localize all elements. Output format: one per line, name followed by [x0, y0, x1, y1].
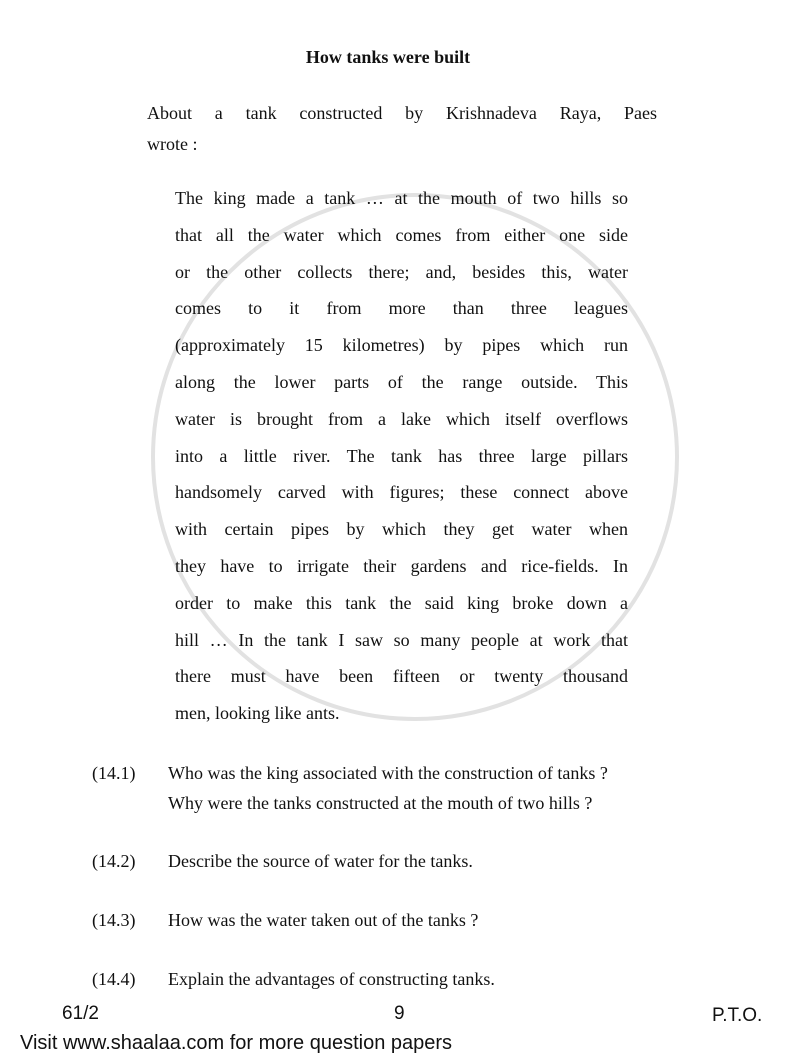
- footer-page-number: 9: [394, 1003, 405, 1024]
- question-text: Describe the source of water for the tanks.: [168, 851, 473, 871]
- passage-line: (approximately 15 kilometres) by pipes which run: [175, 335, 628, 356]
- footer-visit-link[interactable]: Visit www.shaalaa.com for more question papers: [20, 1032, 453, 1054]
- question-text: Who was the king associated with the construction of tanks ?: [168, 763, 608, 783]
- footer-code: 61/2: [62, 1003, 99, 1024]
- passage-line: The king made a tank … at the mouth of two hills so: [175, 188, 628, 208]
- intro-line: About a tank constructed by Krishnadeva Raya, Paes: [147, 103, 657, 123]
- passage-line: with certain pipes by which they get water when: [175, 519, 628, 540]
- question-number: (14.1): [92, 763, 136, 783]
- passage-line: they have to irrigate their gardens and rice-fields. In: [175, 556, 628, 576]
- passage-line: water is brought from a lake which itself overflows: [175, 408, 628, 429]
- passage-line: into a little river. The tank has three large pillars: [175, 445, 628, 466]
- section-title: How tanks were built: [305, 47, 471, 67]
- footer-pto: P.T.O.: [712, 1005, 763, 1026]
- passage-line: hill … In the tank I saw so many people at work that: [175, 629, 628, 650]
- question-text: How was the water taken out of the tanks ?: [168, 910, 479, 930]
- question-number: (14.2): [92, 851, 136, 871]
- passage-line: handsomely carved with figures; these connect above: [175, 482, 628, 503]
- passage-line: along the lower parts of the range outside. This: [175, 372, 628, 392]
- passage-line: order to make this tank the said king broke down a: [175, 592, 628, 613]
- passage-line: that all the water which comes from either one side: [175, 224, 628, 245]
- passage-line: there must have been fifteen or twenty thousand: [175, 666, 628, 687]
- passage-line: men, looking like ants.: [175, 703, 340, 724]
- passage-line: or the other collects there; and, besides this, water: [175, 261, 628, 282]
- question-text: Why were the tanks constructed at the mouth of two hills ?: [168, 793, 593, 813]
- intro-line: wrote :: [147, 134, 198, 154]
- passage-line: comes to it from more than three leagues: [175, 298, 628, 319]
- question-number: (14.3): [92, 910, 136, 930]
- question-text: Explain the advantages of constructing tanks.: [168, 969, 495, 989]
- question-number: (14.4): [92, 969, 136, 989]
